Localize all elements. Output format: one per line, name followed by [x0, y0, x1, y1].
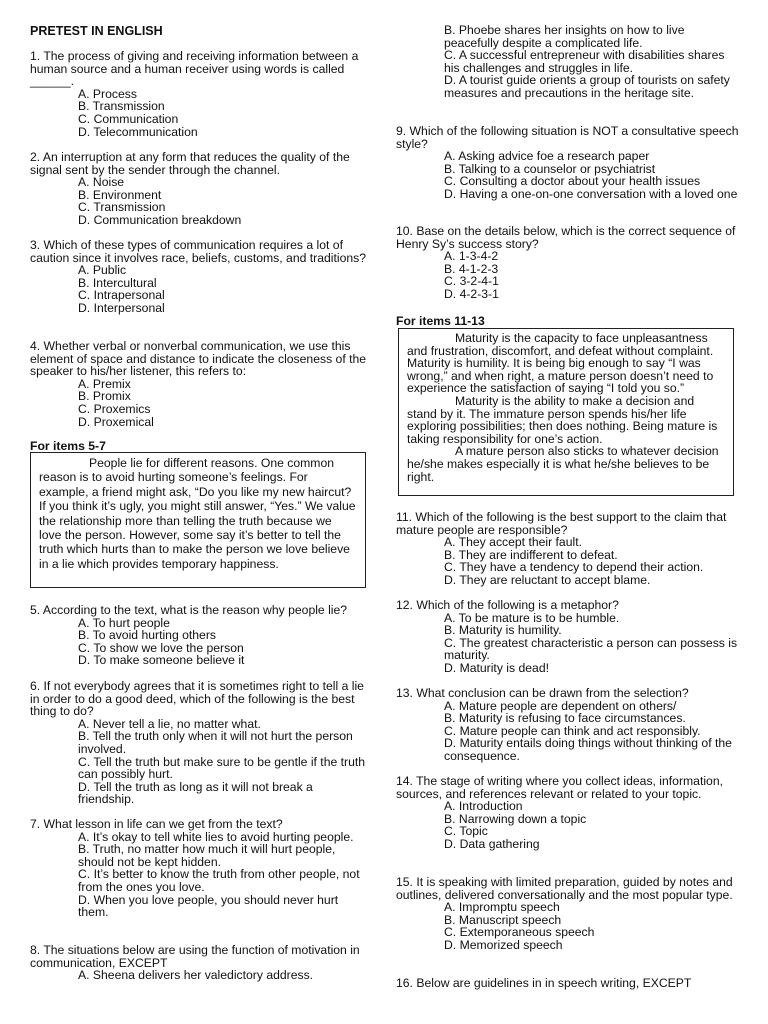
- question-10: [396, 225, 736, 301]
- question-stem: 11. Which of the following is the best support to the claim that mature people are responsible?: [396, 510, 727, 537]
- question-1: [30, 50, 360, 138]
- answer-options: [30, 617, 376, 667]
- answer-option: C. It’s better to know the truth from other people, not from the ones you love.: [78, 867, 360, 894]
- answer-option: B. Intercultural: [78, 275, 157, 290]
- question-stem: 6. If not everybody agrees that it is sometimes right to tell a lie in order to do a good deed, which of the following is the best thing to do?: [30, 679, 364, 719]
- question-5: [30, 604, 376, 667]
- question-stem: 13. What conclusion can be drawn from the selection?: [396, 686, 689, 700]
- answer-option: A. Noise: [78, 175, 125, 190]
- answer-option: D. To make someone believe it: [78, 653, 245, 668]
- answer-option: B. Environment: [78, 187, 162, 202]
- answer-option: B. They are indifferent to defeat.: [444, 547, 618, 562]
- answer-option: C. To show we love the person: [78, 640, 244, 655]
- answer-option: A. It’s okay to tell white lies to avoid hurting people.: [78, 829, 354, 844]
- answer-option: D. When you love people, you should never hurt them.: [78, 892, 339, 920]
- answer-option: C. The greatest characteristic a person can possess is maturity.: [444, 635, 738, 663]
- answer-options: [396, 24, 741, 100]
- answer-option: B. Phoebe shares her insights on how to live peacefully despite a complicated life.: [444, 23, 685, 50]
- answer-options: [30, 969, 370, 982]
- answer-option: A. Sheena delivers her valedictory address.: [78, 968, 314, 983]
- answer-options: [396, 612, 741, 675]
- answer-option: D. Tell the truth as long as it will not break a friendship.: [78, 779, 313, 807]
- question-9: [396, 125, 741, 201]
- answer-options: [30, 831, 370, 919]
- answer-option: C. Transmission: [78, 200, 166, 215]
- answer-options: [396, 250, 736, 300]
- passage-text: People lie for different reasons. One common reason is to avoid hurting someone’s feelings. For example, a friend might ask, “Do you like my new haircut? If you think it’s ugly, you might still answer, “Yes.” We value the relationship more than telling the truth because we love the person. However, some say it’s better to tell the truth which hurts than to make the person we love believe in a lie which provides temporary happiness.: [39, 456, 356, 571]
- answer-option: A. To be mature is to be humble.: [444, 610, 620, 625]
- question-6: [30, 680, 370, 806]
- answer-option: D. Memorized speech: [444, 937, 563, 952]
- question-stem: 7. What lesson in life can we get from the text?: [30, 817, 283, 831]
- question-16: [396, 977, 741, 990]
- answer-options: [396, 536, 741, 586]
- answer-option: A. Process: [78, 86, 137, 101]
- question-8-continued: [396, 24, 741, 100]
- answer-option: A. Introduction: [444, 799, 523, 814]
- section-heading-items-11-13: For items 11-13: [396, 314, 485, 328]
- answer-option: D. A tourist guide orients a group of tourists on safety measures and precautions in the heritage site.: [444, 73, 730, 100]
- answer-option: A. Mature people are dependent on others/: [444, 698, 677, 713]
- section-heading-items-5-7: For items 5-7: [30, 439, 106, 453]
- answer-option: B. Transmission: [78, 99, 165, 114]
- answer-option: C. Mature people can think and act responsibly.: [444, 723, 701, 738]
- question-13: [396, 687, 741, 763]
- question-stem: 9. Which of the following situation is NOT a consultative speech style?: [396, 124, 739, 151]
- question-stem: 16. Below are guidelines in in speech writing, EXCEPT: [396, 976, 692, 990]
- question-15: [396, 876, 741, 952]
- answer-option: A. Asking advice foe a research paper: [444, 149, 650, 164]
- question-11: [396, 511, 741, 587]
- question-14: [396, 775, 741, 851]
- passage-paragraph-3: A mature person also sticks to whatever decision he/she makes especially it is what he/she believes to be right.: [407, 444, 719, 484]
- answer-option: D. Having a one-on-one conversation with a loved one: [444, 186, 738, 201]
- question-stem: 4. Whether verbal or nonverbal communication, we use this element of space and distance to indicate the closeness of the speaker to his/her listener, this refers to:: [30, 339, 367, 379]
- question-8: [30, 944, 370, 982]
- answer-option: A. Premix: [78, 376, 131, 391]
- question-stem: 3. Which of these types of communication requires a lot of caution since it involves race, beliefs, customs, and traditions?: [30, 238, 367, 265]
- passage-paragraph-2: Maturity is the ability to make a decision and stand by it. The immature person spends his/her life exploring possibilities; then does nothing. Being mature is taking responsibility for one’s action.: [407, 393, 718, 446]
- answer-option: C. 3-2-4-1: [444, 274, 499, 289]
- answer-option: B. Maturity is refusing to face circumstances.: [444, 711, 686, 726]
- page-title: PRETEST IN ENGLISH: [30, 24, 163, 38]
- answer-options: [396, 901, 741, 951]
- question-stem: 1. The process of giving and receiving information between a human source and a human receiver using words is called ______.: [30, 49, 359, 89]
- answer-option: C. Consulting a doctor about your health issues: [444, 174, 701, 189]
- passage-paragraph-1: Maturity is the capacity to face unpleasantness and frustration, discomfort, and defeat without complaint. Maturity is humility. It is being big enough to say “I was wrong,” and when right, a mature person doesn’t need to experience the satisfaction of saying “I told you so.”: [407, 331, 714, 396]
- question-stem: 8. The situations below are using the function of motivation in communication, EXCEPT: [30, 943, 360, 970]
- answer-options: [30, 176, 366, 226]
- answer-option: B. Promix: [78, 389, 131, 404]
- answer-option: C. They have a tendency to depend their action.: [444, 560, 704, 575]
- answer-option: A. They accept their fault.: [444, 535, 582, 550]
- answer-option: C. Intrapersonal: [78, 288, 165, 303]
- answer-option: D. Telecommunication: [78, 124, 198, 139]
- question-stem: 12. Which of the following is a metaphor?: [396, 598, 619, 612]
- answer-option: C. Extemporaneous speech: [444, 925, 595, 940]
- question-stem: 5. According to the text, what is the reason why people lie?: [30, 603, 348, 617]
- answer-option: D. Data gathering: [444, 836, 540, 851]
- answer-option: B. Talking to a counselor or psychiatrist: [444, 161, 656, 176]
- passage-box-maturity: [398, 328, 734, 496]
- answer-options: [30, 264, 366, 314]
- question-stem: 10. Base on the details below, which is the correct sequence of Henry Sy’s success story?: [396, 224, 736, 251]
- answer-option: D. 4-2-3-1: [444, 286, 499, 301]
- answer-option: D. Proxemical: [78, 414, 154, 429]
- answer-option: D. Maturity entails doing things without thinking of the consequence.: [444, 736, 732, 763]
- answer-option: B. Narrowing down a topic: [444, 811, 587, 826]
- answer-options: [30, 378, 376, 428]
- answer-option: A. 1-3-4-2: [444, 249, 499, 264]
- question-12: [396, 599, 741, 675]
- answer-option: D. Interpersonal: [78, 300, 165, 315]
- question-stem: 14. The stage of writing where you collect ideas, information, sources, and references relevant or related to your topic.: [396, 774, 723, 801]
- answer-options: [396, 700, 741, 763]
- answer-option: B. Manuscript speech: [444, 912, 562, 927]
- answer-options: [30, 718, 370, 806]
- answer-options: [30, 88, 360, 138]
- answer-option: B. Maturity is humility.: [444, 623, 562, 638]
- question-4: [30, 340, 376, 428]
- question-7: [30, 818, 370, 919]
- answer-option: C. Tell the truth but make sure to be gentle if the truth can possibly hurt.: [78, 754, 366, 782]
- answer-option: B. 4-1-2-3: [444, 261, 499, 276]
- question-2: [30, 151, 366, 227]
- question-stem: 15. It is speaking with limited preparation, guided by notes and outlines, delivered conversationally and the most popular type.: [396, 875, 733, 902]
- answer-option: D. Maturity is dead!: [444, 660, 549, 675]
- answer-option: D. They are reluctant to accept blame.: [444, 572, 651, 587]
- answer-option: C. Proxemics: [78, 401, 151, 416]
- answer-option: A. To hurt people: [78, 615, 170, 630]
- answer-option: B. To avoid hurting others: [78, 628, 216, 643]
- answer-option: B. Truth, no matter how much it will hurt people, should not be kept hidden.: [78, 842, 336, 869]
- answer-options: [396, 150, 741, 200]
- answer-option: C. Topic: [444, 824, 488, 839]
- answer-option: A. Impromptu speech: [444, 900, 560, 915]
- answer-options: [396, 800, 741, 850]
- answer-option: C. A successful entrepreneur with disabilities shares his challenges and struggles in life.: [444, 48, 725, 75]
- answer-option: A. Public: [78, 263, 127, 278]
- answer-option: D. Communication breakdown: [78, 212, 242, 227]
- answer-option: B. Tell the truth only when it will not hurt the person involved.: [78, 729, 353, 756]
- question-stem: 2. An interruption at any form that reduces the quality of the signal sent by the sender through the channel.: [30, 150, 350, 177]
- answer-option: A. Never tell a lie, no matter what.: [78, 716, 261, 731]
- question-3: [30, 239, 366, 315]
- answer-option: C. Communication: [78, 111, 179, 126]
- passage-box-lying: [30, 452, 366, 588]
